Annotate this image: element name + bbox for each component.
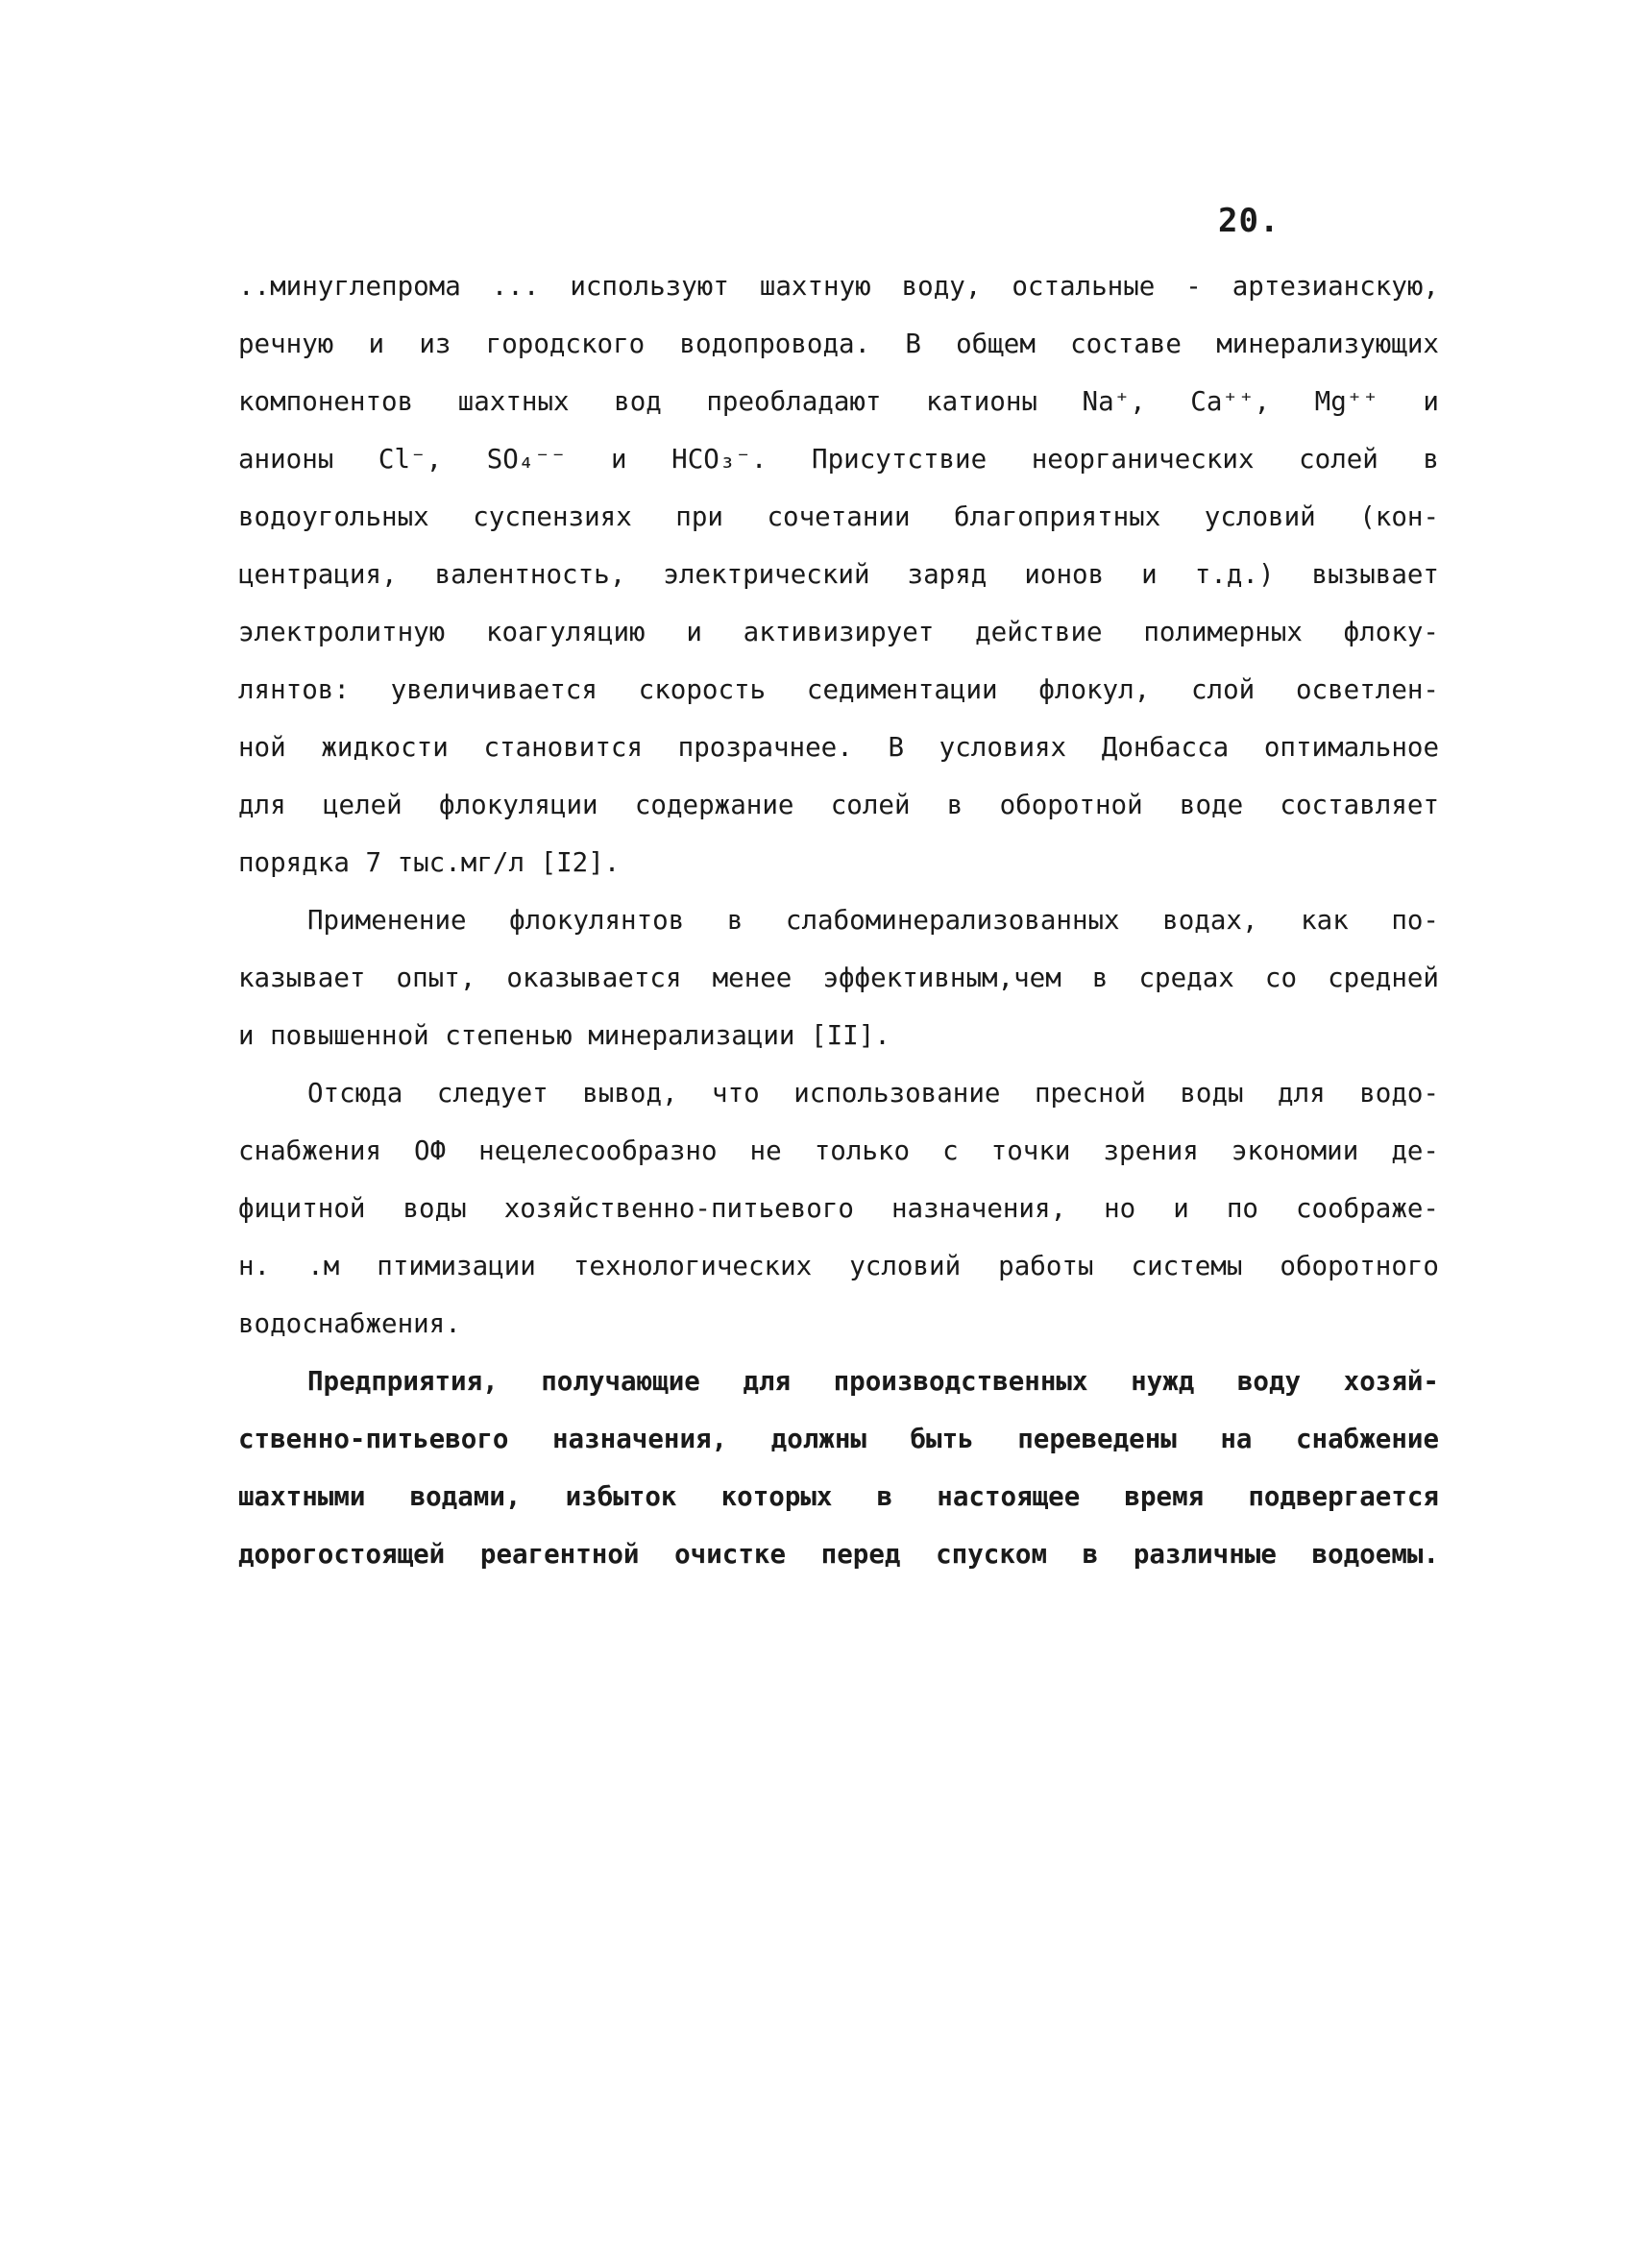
text-line: н. .м птимизации технологических условий работы системы оборотного (238, 1251, 1439, 1281)
text-line: водоснабжения. (238, 1308, 461, 1339)
text-line: снабжения ОФ нецелесообразно не только с точки зрения экономии де- (238, 1135, 1439, 1166)
text-line: Предприятия, получающие для производственных нужд воду хозяй- (307, 1366, 1439, 1397)
text-line: порядка 7 тыс.мг/л [I2]. (238, 847, 621, 878)
paragraph-2 (238, 891, 1439, 1064)
text-line: для целей флокуляции содержание солей в оборотной воде составляет (238, 790, 1439, 820)
text-line: компонентов шахтных вод преобладают катионы Na⁺, Ca⁺⁺, Mg⁺⁺ и (238, 386, 1439, 417)
text-line: Применение флокулянтов в слабоминерализованных водах, как по- (307, 905, 1439, 936)
text-line: речную и из городского водопровода. В общем составе минерализующих (238, 329, 1439, 359)
text-line: ной жидкости становится прозрачнее. В условиях Донбасса оптимальное (238, 732, 1439, 763)
text-line: шахтными водами, избыток которых в настоящее время подвергается (238, 1481, 1439, 1512)
text-line: фицитной воды хозяйственно-питьевого назначения, но и по соображе- (238, 1193, 1439, 1224)
paragraph-1 (238, 257, 1439, 891)
text-line: ственно-питьевого назначения, должны быть переведены на снабжение (238, 1424, 1439, 1454)
text-line: электролитную коагуляцию и активизирует действие полимерных флоку- (238, 617, 1439, 647)
paragraph-3 (238, 1064, 1439, 1353)
paragraph-4 (238, 1353, 1439, 1583)
text-line: дорогостоящей реагентной очистке перед спуском в различные водоемы. (238, 1539, 1439, 1570)
text-line: анионы Cl⁻, SO₄⁻⁻ и HCO₃⁻. Присутствие неорганических солей в (238, 444, 1439, 475)
text-line: ..минуглепрома ... используют шахтную воду, остальные - артезианскую, (238, 271, 1439, 302)
text-line: Отсюда следует вывод, что использование пресной воды для водо- (307, 1078, 1439, 1109)
text-line: центрация, валентность, электрический заряд ионов и т.д.) вызывает (238, 559, 1439, 590)
text-line: казывает опыт, оказывается менее эффективным,чем в средах со средней (238, 963, 1439, 993)
text-line: и повышенной степенью минерализации [II]. (238, 1020, 890, 1051)
page-number: 20. (1218, 202, 1280, 240)
text-line: лянтов: увеличивается скорость седиментации флокул, слой осветлен- (238, 674, 1439, 705)
text-line: водоугольных суспензиях при сочетании благоприятных условий (кон- (238, 501, 1439, 532)
